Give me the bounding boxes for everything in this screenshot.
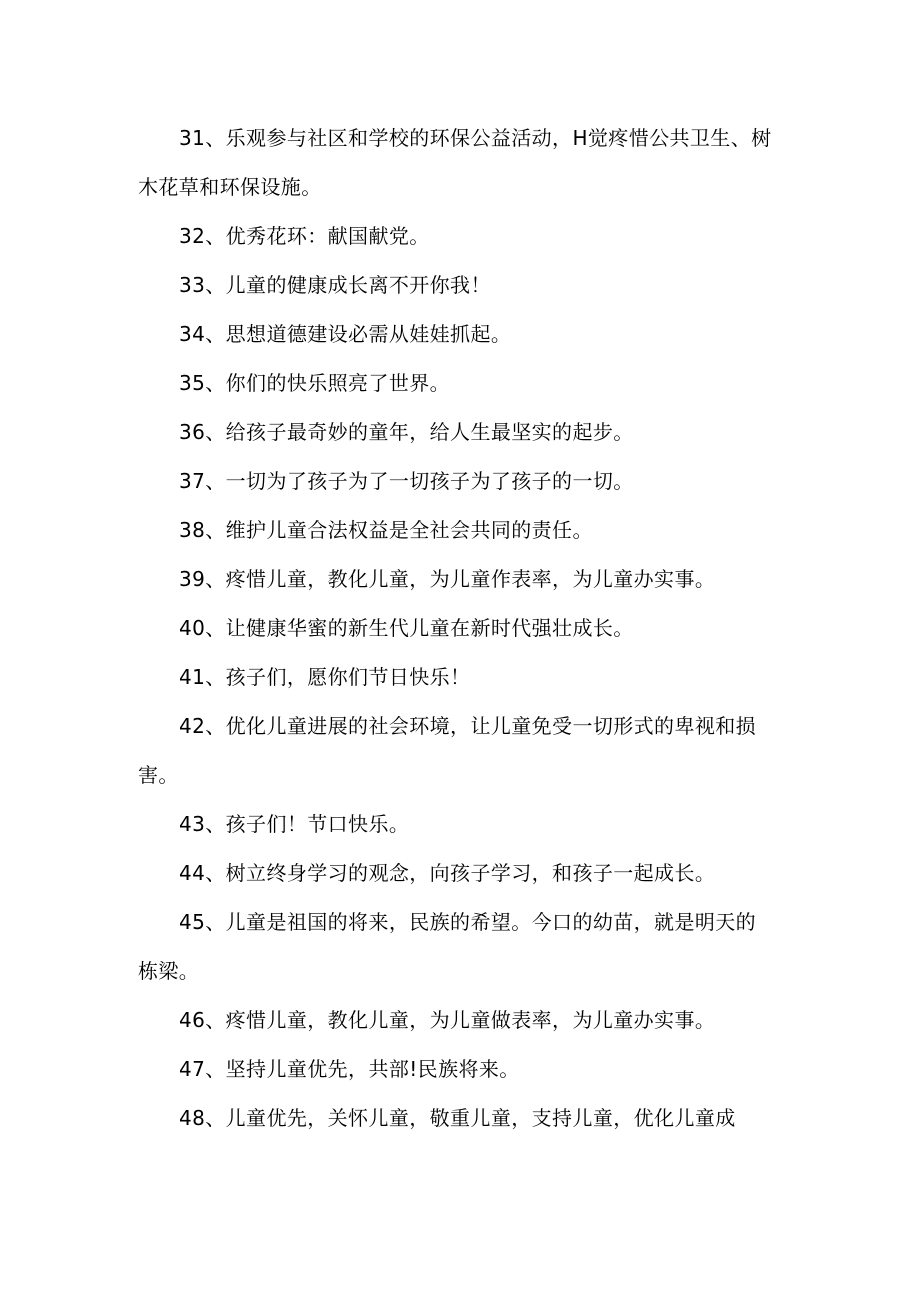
- paragraph-46: 46、疼惜儿童，教化儿童，为儿童做表率，为儿童办实事。: [179, 1008, 716, 1032]
- paragraph-33: 33、儿童的健康成长离不开你我！: [179, 273, 491, 297]
- paragraph-44: 44、树立终身学习的观念，向孩子学习，和孩子一起成长。: [179, 861, 716, 885]
- paragraph-47: 47、坚持儿童优先，共部!民族将来。: [179, 1057, 520, 1081]
- paragraph-34: 34、思想道德建设必需从娃娃抓起。: [179, 322, 512, 346]
- paragraph-38: 38、维护儿童合法权益是全社会共同的责任。: [179, 518, 593, 542]
- paragraph-39: 39、疼惜儿童，教化儿童，为儿童作表率，为儿童办实事。: [179, 567, 716, 591]
- document-body: [138, 114, 774, 1143]
- paragraph-35: 35、你们的快乐照亮了世界。: [179, 371, 451, 395]
- paragraph-32: 32、优秀花环：献国献党。: [179, 224, 430, 248]
- paragraph-48: 48、儿童优先，关怀儿童，敬重儿童，支持儿童，优化儿童成: [179, 1106, 736, 1130]
- paragraph-31: 31、乐观参与社区和学校的环保公益活动，H觉疼惜公共卫生、树木花草和环保设施。: [138, 126, 772, 199]
- paragraph-43: 43、孩子们！节口快乐。: [179, 812, 410, 836]
- paragraph-41: 41、孩子们，愿你们节日快乐！: [179, 665, 471, 689]
- paragraph-40: 40、让健康华蜜的新生代儿童在新时代强壮成长。: [179, 616, 634, 640]
- paragraph-36: 36、给孩子最奇妙的童年，给人生最坚实的起步。: [179, 420, 634, 444]
- paragraph-45: 45、儿童是祖国的将来，民族的希望。今口的幼苗，就是明天的栋梁。: [138, 910, 757, 983]
- paragraph-37: 37、一切为了孩子为了一切孩子为了孩子的一切。: [179, 469, 634, 493]
- paragraph-42: 42、优化儿童进展的社会环境，让儿童免受一切形式的卑视和损害。: [138, 714, 757, 787]
